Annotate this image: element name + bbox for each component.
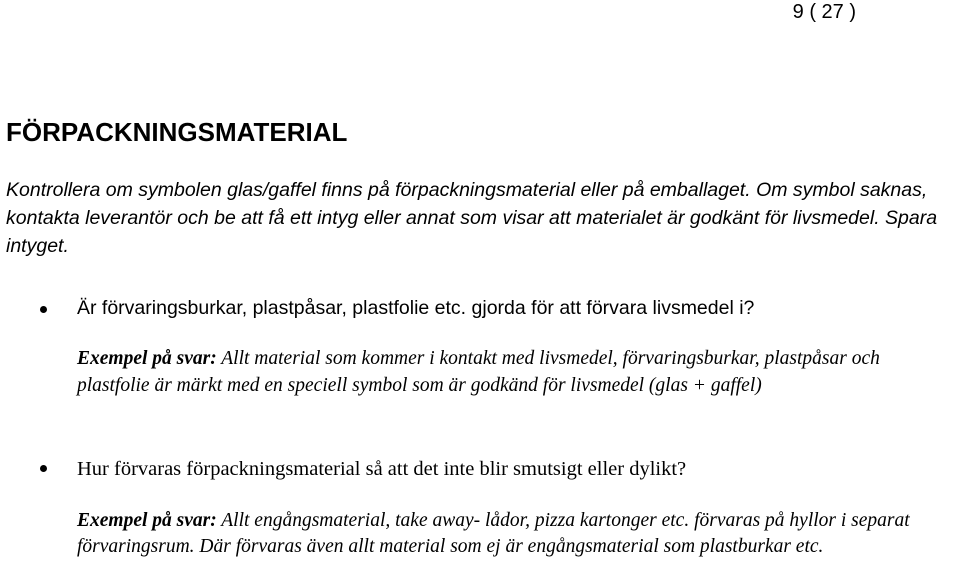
section-title: FÖRPACKNINGSMATERIAL (6, 117, 348, 147)
section-intro: Kontrollera om symbolen glas/gaffel finns på förpackningsmaterial eller på emballaget. Om symbol saknas, kontakta leverantör och be att få ett intyg eller annat som visar att materialet är godkänt för livsmedel. Spara intyget. (6, 179, 938, 257)
answer-2-text: Allt engångsmaterial, take away- lådor, pizza kartonger etc. förvaras på hyllor i separat förvaringsrum. Där förvaras även allt material som ej är engångsmaterial som plastburkar etc. (77, 510, 910, 557)
answer-2 (77, 508, 957, 560)
bullet-icon (40, 465, 47, 472)
answer-2-lead: Exempel på svar: (77, 510, 217, 531)
answer-1 (77, 345, 957, 399)
answer-1-text: Allt material som kommer i kontakt med livsmedel, förvaringsburkar, plastpåsar och plastfolie är märkt med en speciell symbol som är godkänd för livsmedel (glas + gaffel) (77, 348, 880, 396)
page-number: 9 ( 27 ) (792, 1, 856, 23)
answer-1-lead: Exempel på svar: (77, 348, 217, 369)
question-1: Är förvaringsburkar, plastpåsar, plastfolie etc. gjorda för att förvara livsmedel i? (77, 297, 755, 319)
question-2: Hur förvaras förpackningsmaterial så att det inte blir smutsigt eller dylikt? (77, 458, 687, 480)
bullet-icon (40, 306, 47, 313)
